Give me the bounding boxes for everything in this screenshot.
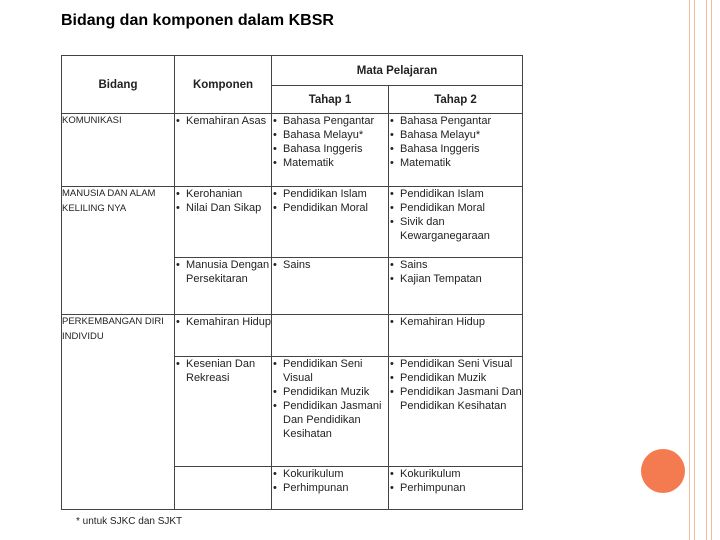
bidang-label: KOMUNIKASI [62, 115, 122, 126]
kbsr-table [61, 55, 523, 510]
list-item: • Perhimpunan [389, 481, 522, 495]
list-item: • Pendidikan Moral [272, 201, 388, 215]
list-item: • Sivik dan Kewarganegaraan [389, 215, 522, 243]
tahap-1-cell [272, 187, 389, 258]
list-item: • Pendidikan Seni Visual [389, 357, 522, 371]
komponen-cell [175, 187, 272, 258]
tahap-2-cell [389, 467, 523, 510]
list-item: • Matematik [272, 156, 388, 170]
list-item: • Kesenian Dan Rekreasi [175, 357, 271, 385]
footnote: * untuk SJKC dan SJKT [76, 516, 183, 527]
decorative-line [689, 0, 690, 540]
tahap-1-cell [272, 258, 389, 315]
decorative-line [706, 0, 707, 540]
komponen-cell [175, 357, 272, 467]
bidang-cell [62, 114, 175, 187]
komponen-cell [175, 315, 272, 357]
bidang-cell [62, 187, 175, 315]
tahap-1-cell [272, 315, 389, 357]
list-item: • Kemahiran Asas [175, 114, 271, 128]
list-item: • Pendidikan Muzik [272, 385, 388, 399]
header-tahap-2: Tahap 2 [389, 86, 523, 114]
list-item: • Manusia Dengan Persekitaran [175, 258, 271, 286]
list-item: • Pendidikan Seni Visual [272, 357, 388, 385]
header-komponen: Komponen [175, 56, 272, 114]
bidang-label: MANUSIA DAN ALAM KELILING NYA [62, 188, 156, 214]
list-item: • Kerohanian [175, 187, 271, 201]
list-item: • Sains [272, 258, 388, 272]
decorative-circle [641, 449, 685, 493]
list-item: • Kokurikulum [272, 467, 388, 481]
komponen-cell [175, 258, 272, 315]
list-item: • Kemahiran Hidup [389, 315, 522, 329]
list-item: • Pendidikan Muzik [389, 371, 522, 385]
list-item: • Bahasa Inggeris [272, 142, 388, 156]
list-item: • Pendidikan Islam [272, 187, 388, 201]
tahap-2-cell [389, 187, 523, 258]
list-item: • Bahasa Melayu* [389, 128, 522, 142]
tahap-1-cell [272, 467, 389, 510]
tahap-2-cell [389, 258, 523, 315]
list-item: • Bahasa Pengantar [389, 114, 522, 128]
list-item: • Bahasa Inggeris [389, 142, 522, 156]
list-item: • Kemahiran Hidup [175, 315, 271, 329]
list-item: • Pendidikan Islam [389, 187, 522, 201]
tahap-2-cell [389, 315, 523, 357]
list-item: • Pendidikan Moral [389, 201, 522, 215]
list-item: • Pendidikan Jasmani Dan Pendidikan Kesihatan [389, 385, 522, 413]
bidang-cell [62, 315, 175, 510]
tahap-1-cell [272, 114, 389, 187]
list-item: • Kajian Tempatan [389, 272, 522, 286]
table-row [62, 187, 523, 258]
komponen-cell [175, 114, 272, 187]
bidang-label: PERKEMBANGAN DIRI INDIVIDU [62, 316, 164, 342]
list-item: • Bahasa Pengantar [272, 114, 388, 128]
decorative-line [711, 0, 712, 540]
table-row [62, 114, 523, 187]
tahap-2-cell [389, 114, 523, 187]
tahap-1-cell [272, 357, 389, 467]
header-bidang: Bidang [62, 56, 175, 114]
list-item: • Nilai Dan Sikap [175, 201, 271, 215]
tahap-2-cell [389, 357, 523, 467]
list-item: • Sains [389, 258, 522, 272]
decorative-line [694, 0, 695, 540]
list-item: • Perhimpunan [272, 481, 388, 495]
table-row [62, 315, 523, 357]
list-item: • Matematik [389, 156, 522, 170]
list-item: • Kokurikulum [389, 467, 522, 481]
list-item: • Pendidikan Jasmani Dan Pendidikan Kesihatan [272, 399, 388, 441]
komponen-cell [175, 467, 272, 510]
header-mata-pelajaran: Mata Pelajaran [272, 56, 523, 86]
slide-title: Bidang dan komponen dalam KBSR [61, 12, 334, 29]
list-item: • Bahasa Melayu* [272, 128, 388, 142]
header-tahap-1: Tahap 1 [272, 86, 389, 114]
